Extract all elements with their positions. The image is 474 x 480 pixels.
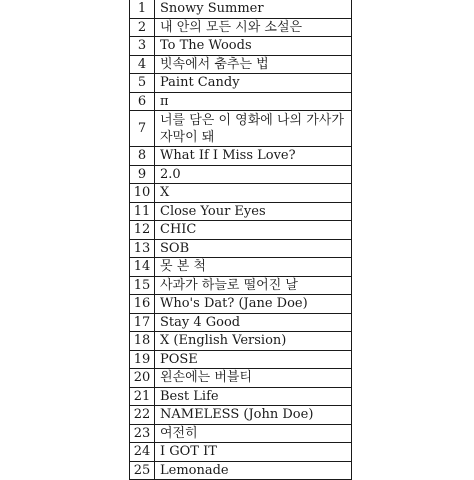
track-number: 15 <box>130 276 155 295</box>
track-title: NAMELESS (John Doe) <box>155 406 352 425</box>
track-number: 14 <box>130 258 155 277</box>
track-number: 2 <box>130 18 155 37</box>
track-number: 9 <box>130 165 155 184</box>
track-number: 8 <box>130 147 155 166</box>
track-title: 너를 담은 이 영화에 나의 가사가 자막이 돼 <box>155 111 352 147</box>
track-number: 10 <box>130 184 155 203</box>
track-title: 왼손에는 버블티 <box>155 369 352 388</box>
tracklist-body <box>130 0 352 480</box>
track-row <box>130 443 352 462</box>
track-title: Best Life <box>155 387 352 406</box>
track-row <box>130 74 352 93</box>
track-title: Who's Dat? (Jane Doe) <box>155 295 352 314</box>
track-title: POSE <box>155 350 352 369</box>
track-number: 4 <box>130 55 155 74</box>
track-title: Snowy Summer <box>155 0 352 18</box>
tracklist-table <box>129 0 352 480</box>
track-number: 20 <box>130 369 155 388</box>
track-title: 여전히 <box>155 424 352 443</box>
track-row <box>130 18 352 37</box>
track-title: Paint Candy <box>155 74 352 93</box>
track-number: 17 <box>130 313 155 332</box>
track-number: 6 <box>130 92 155 111</box>
track-row <box>130 295 352 314</box>
track-row <box>130 37 352 56</box>
track-number: 11 <box>130 202 155 221</box>
track-title: X <box>155 184 352 203</box>
track-row <box>130 313 352 332</box>
track-number: 1 <box>130 0 155 18</box>
track-number: 12 <box>130 221 155 240</box>
track-number: 18 <box>130 332 155 351</box>
track-title: 빗속에서 춤추는 법 <box>155 55 352 74</box>
track-row <box>130 147 352 166</box>
track-number: 7 <box>130 111 155 147</box>
track-row <box>130 406 352 425</box>
track-title: 사과가 하늘로 떨어진 날 <box>155 276 352 295</box>
track-number: 22 <box>130 406 155 425</box>
track-row <box>130 92 352 111</box>
track-title: Stay 4 Good <box>155 313 352 332</box>
track-row <box>130 239 352 258</box>
track-title: To The Woods <box>155 37 352 56</box>
track-title: I GOT IT <box>155 443 352 462</box>
track-number: 24 <box>130 443 155 462</box>
track-title: 못 본 척 <box>155 258 352 277</box>
track-title: π <box>155 92 352 111</box>
track-number: 21 <box>130 387 155 406</box>
track-row <box>130 461 352 480</box>
track-title: What If I Miss Love? <box>155 147 352 166</box>
track-row <box>130 369 352 388</box>
track-title: 내 안의 모든 시와 소설은 <box>155 18 352 37</box>
track-number: 5 <box>130 74 155 93</box>
track-number: 23 <box>130 424 155 443</box>
track-title: Close Your Eyes <box>155 202 352 221</box>
track-row <box>130 387 352 406</box>
track-row <box>130 424 352 443</box>
track-title: SOB <box>155 239 352 258</box>
track-number: 25 <box>130 461 155 480</box>
track-title: Lemonade <box>155 461 352 480</box>
track-row <box>130 258 352 277</box>
track-row <box>130 55 352 74</box>
track-row <box>130 276 352 295</box>
track-row <box>130 332 352 351</box>
track-title: CHIC <box>155 221 352 240</box>
track-number: 13 <box>130 239 155 258</box>
track-title: X (English Version) <box>155 332 352 351</box>
track-row <box>130 184 352 203</box>
track-row <box>130 202 352 221</box>
track-number: 3 <box>130 37 155 56</box>
track-title: 2.0 <box>155 165 352 184</box>
track-number: 19 <box>130 350 155 369</box>
track-row <box>130 165 352 184</box>
track-row <box>130 111 352 147</box>
track-row <box>130 350 352 369</box>
track-row <box>130 221 352 240</box>
track-number: 16 <box>130 295 155 314</box>
track-row <box>130 0 352 18</box>
